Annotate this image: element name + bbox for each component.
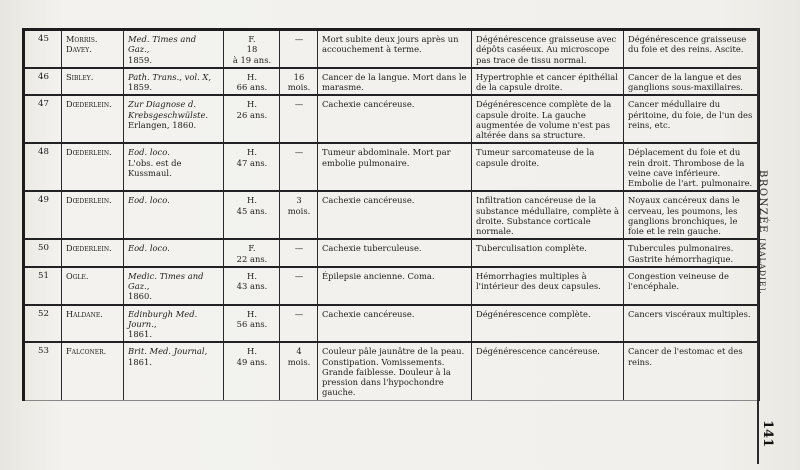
sex-age-line: 56 ans.	[236, 318, 268, 329]
case-sex-age	[224, 68, 280, 96]
case-author	[62, 305, 124, 343]
case-other-lesions: Cancer de la langue et des ganglions sous-maxillaires.	[624, 68, 759, 96]
case-source	[124, 267, 224, 305]
case-row	[24, 191, 759, 239]
case-sex-age	[224, 143, 280, 191]
running-title	[757, 170, 768, 295]
case-source	[124, 68, 224, 96]
case-capsule-lesion: Dégénérescence complète de la capsule droite. La gauche augmentée de volume n'est pas altérée dans sa structure.	[472, 95, 624, 143]
author-name: Dœderlein.	[66, 99, 112, 110]
case-number: 47	[24, 95, 62, 143]
case-other-lesions: Noyaux cancéreux dans le cerveau, les poumons, les ganglions bronchiques, le foie et le rein gauche.	[624, 191, 759, 239]
sex-age-line: 22 ans.	[236, 253, 268, 264]
sex-age-line: à 19 ans.	[232, 54, 272, 65]
case-source	[124, 191, 224, 239]
source-year: 1859.	[128, 54, 152, 65]
case-symptoms: Cancer de la langue. Mort dans le marasme.	[318, 68, 472, 96]
author-name: Dœderlein.	[66, 195, 112, 206]
case-number: 51	[24, 267, 62, 305]
source-title: Eod. loco.	[128, 243, 170, 254]
running-title-main: BRONZÉE	[757, 170, 768, 234]
source-year: 1861.	[128, 329, 152, 339]
sex-age-line: 49 ans.	[236, 356, 268, 367]
sex-age-line: H.	[247, 147, 257, 158]
case-number: 50	[24, 239, 62, 267]
case-sex-age	[224, 95, 280, 143]
case-row	[24, 30, 759, 68]
case-other-lesions: Cancers viscéraux multiples.	[624, 305, 759, 343]
case-number: 45	[24, 30, 62, 68]
case-row	[24, 267, 759, 305]
sex-age-line: 45 ans.	[236, 205, 268, 216]
case-row	[24, 143, 759, 191]
sex-age-line: 66 ans.	[236, 82, 268, 92]
case-sex-age	[224, 267, 280, 305]
case-duration: 3 mois.	[280, 191, 318, 239]
case-capsule-lesion: Hypertrophie et cancer épithélial de la capsule droite.	[472, 68, 624, 96]
case-sex-age	[224, 191, 280, 239]
case-duration: 16 mois.	[280, 68, 318, 96]
sex-age-line: H.	[247, 308, 257, 319]
case-source	[124, 342, 224, 400]
case-duration: —	[280, 305, 318, 343]
case-symptoms: Cachexie cancéreuse.	[318, 305, 472, 343]
sex-age-line: H.	[247, 346, 257, 357]
case-capsule-lesion: Tuberculisation complète.	[472, 239, 624, 267]
case-source	[124, 305, 224, 343]
case-symptoms: Tumeur abdominale. Mort par embolie pulmonaire.	[318, 143, 472, 191]
source-year: L'obs. est de Kussmaul.	[128, 157, 182, 178]
source-title: Med. Times and Gaz.,	[128, 34, 197, 55]
case-other-lesions: Déplacement du foie et du rein droit. Thrombose de la veine cave inférieure. Embolie de l'art. pulmonaire.	[624, 143, 759, 191]
author-name: Falconer.	[66, 346, 107, 357]
source-title: Path. Trans., vol. X,	[128, 71, 211, 82]
source-title: Medic. Times and Gaz.,	[128, 270, 204, 291]
sex-age-line: 43 ans.	[236, 281, 268, 291]
sex-age-line: 47 ans.	[236, 157, 268, 168]
author-name: Dœderlein.	[66, 147, 112, 158]
case-duration: —	[280, 143, 318, 191]
case-symptoms: Cachexie tuberculeuse.	[318, 239, 472, 267]
case-duration: —	[280, 239, 318, 267]
case-symptoms: Cachexie cancéreuse.	[318, 95, 472, 143]
case-capsule-lesion: Dégénérescence complète.	[472, 305, 624, 343]
case-sex-age	[224, 342, 280, 400]
sex-age-line: H.	[247, 99, 257, 110]
case-symptoms: Épilepsie ancienne. Coma.	[318, 267, 472, 305]
case-author	[62, 95, 124, 143]
case-author	[62, 239, 124, 267]
case-row	[24, 68, 759, 96]
source-year: 1859.	[128, 82, 152, 92]
case-row	[24, 239, 759, 267]
page-number: 141	[760, 420, 775, 448]
case-author	[62, 143, 124, 191]
case-other-lesions: Tubercules pulmonaires. Gastrite hémorrhagique.	[624, 239, 759, 267]
case-source	[124, 143, 224, 191]
case-author	[62, 68, 124, 96]
case-other-lesions: Cancer de l'estomac et des reins.	[624, 342, 759, 400]
case-row	[24, 305, 759, 343]
source-title: Edinburgh Med. Journ.,	[128, 308, 198, 329]
case-author	[62, 267, 124, 305]
case-duration: —	[280, 30, 318, 68]
case-sex-age	[224, 305, 280, 343]
author-name: Ogle.	[66, 270, 89, 281]
sex-age-line: H.	[247, 195, 257, 206]
case-duration: 4 mois.	[280, 342, 318, 400]
case-other-lesions: Cancer médullaire du péritoine, du foie, de l'un des reins, etc.	[624, 95, 759, 143]
case-table	[22, 28, 760, 401]
case-symptoms: Mort subite deux jours après un accouchement à terme.	[318, 30, 472, 68]
case-row	[24, 95, 759, 143]
case-capsule-lesion: Dégénérescence cancéreuse.	[472, 342, 624, 400]
sex-age-line: 18	[246, 44, 258, 55]
author-name: Davey.	[66, 44, 92, 54]
case-number: 53	[24, 342, 62, 400]
case-symptoms: Cachexie cancéreuse.	[318, 191, 472, 239]
case-source	[124, 239, 224, 267]
source-title: Brit. Med. Journal,	[128, 346, 208, 357]
case-duration: —	[280, 95, 318, 143]
source-year: 1861.	[128, 356, 152, 367]
source-title: Eod. loco.	[128, 195, 170, 206]
case-number: 48	[24, 143, 62, 191]
case-author	[62, 342, 124, 400]
sex-age-line: F.	[248, 243, 256, 254]
source-title: Eod. loco.	[128, 147, 170, 158]
case-author	[62, 30, 124, 68]
case-other-lesions: Dégénérescence graisseuse du foie et des reins. Ascite.	[624, 30, 759, 68]
author-name: Dœderlein.	[66, 243, 112, 254]
author-name: Morris.	[66, 34, 98, 44]
case-capsule-lesion: Infiltration cancéreuse de la substance médullaire, complète à droite. Substance corticale normale.	[472, 191, 624, 239]
case-capsule-lesion: Tumeur sarcomateuse de la capsule droite.	[472, 143, 624, 191]
sex-age-line: H.	[247, 71, 257, 82]
case-source	[124, 30, 224, 68]
source-year: Erlangen, 1860.	[128, 119, 197, 130]
sex-age-line: 26 ans.	[236, 109, 268, 120]
source-year: 1860.	[128, 291, 152, 302]
author-name: Sibley.	[66, 71, 94, 82]
source-title: Zur Diagnose d. Krebsgeschwülste.	[128, 99, 209, 120]
running-title-sub: [MALADIE].	[758, 238, 767, 295]
case-capsule-lesion: Hémorrhagies multiples à l'intérieur des deux capsules.	[472, 267, 624, 305]
case-author	[62, 191, 124, 239]
case-sex-age	[224, 239, 280, 267]
case-other-lesions: Congestion veineuse de l'encéphale.	[624, 267, 759, 305]
case-source	[124, 95, 224, 143]
case-capsule-lesion: Dégénérescence graisseuse avec dépôts caséeux. Au microscope pas trace de tissu normal.	[472, 30, 624, 68]
sex-age-line: F.	[248, 34, 256, 44]
case-number: 46	[24, 68, 62, 96]
author-name: Haldane.	[66, 308, 103, 319]
case-number: 52	[24, 305, 62, 343]
case-row	[24, 342, 759, 400]
case-duration: —	[280, 267, 318, 305]
case-symptoms: Couleur pâle jaunâtre de la peau. Constipation. Vomissements. Grande faiblesse. Douleur à la pression dans l'hypochondre gauche.	[318, 342, 472, 400]
sex-age-line: H.	[247, 270, 257, 281]
case-number: 49	[24, 191, 62, 239]
case-sex-age	[224, 30, 280, 68]
